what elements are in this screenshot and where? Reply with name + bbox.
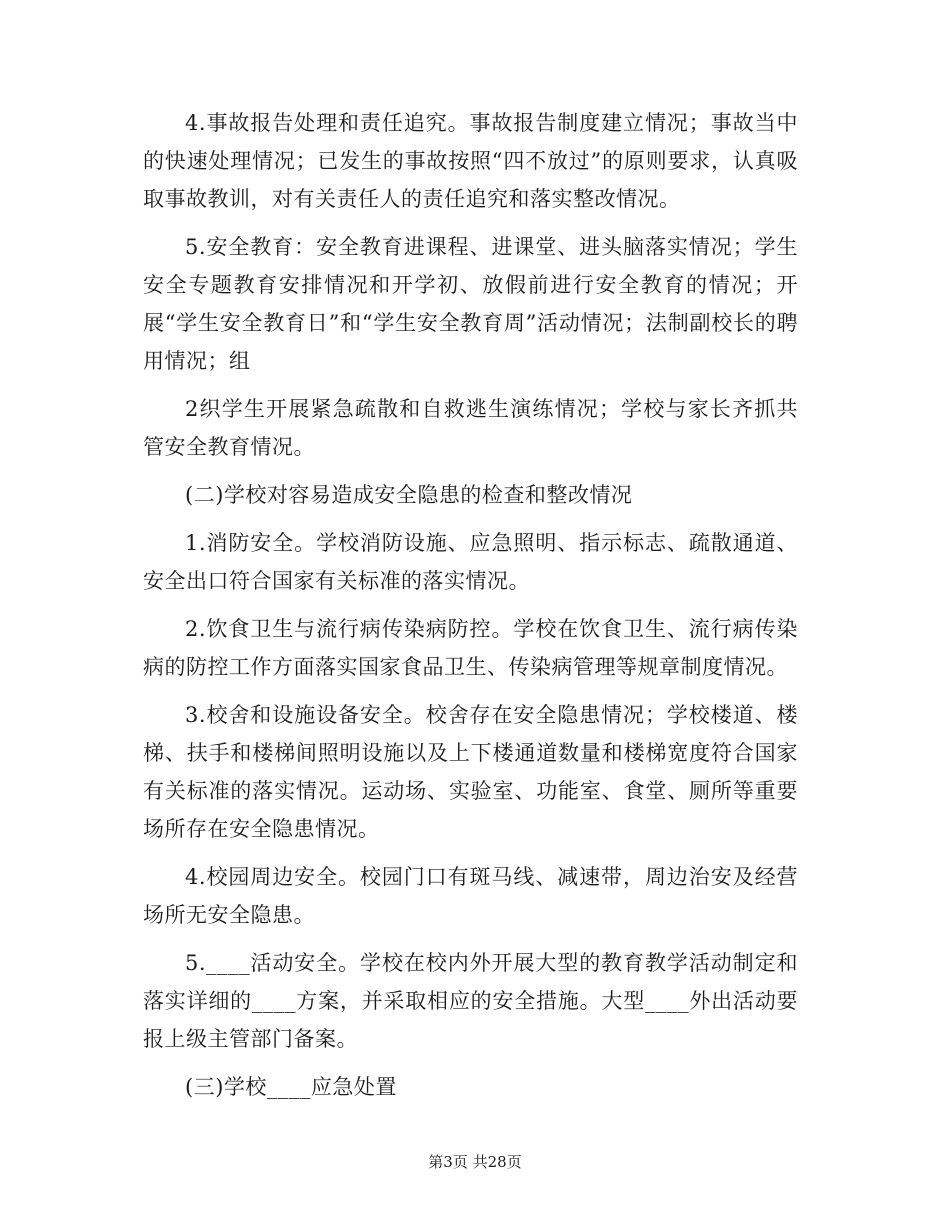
section-heading-hazard-inspection: (二)学校对容易造成安全隐患的检查和整改情况: [185, 483, 633, 507]
paragraph-accident-report: 4.事故报告处理和责任追究。事故报告制度建立情况；事故当中的快速处理情况；已发生的事故按照“四不放过”的原则要求，认真吸取事故教训，对有关责任人的责任追究和落实整改情况。: [143, 111, 798, 211]
paragraph-campus-surroundings: 4.校园周边安全。校园门口有斑马线、减速带，周边治安及经营场所无安全隐患。: [143, 865, 798, 927]
paragraph-fire-safety: 1.消防安全。学校消防设施、应急照明、指示标志、疏散通道、安全出口符合国家有关标准的落实情况。: [143, 531, 798, 593]
paragraph-food-hygiene: 2.饮食卫生与流行病传染病防控。学校在饮食卫生、流行病传染病的防控工作方面落实国家食品卫生、传染病管理等规章制度情况。: [143, 617, 798, 679]
section-heading-emergency-response: (三)学校____应急处置: [185, 1075, 397, 1099]
paragraph-safety-education: 5.安全教育：安全教育进课程、进课堂、进头脑落实情况；学生安全专题教育安排情况和开学初、放假前进行安全教育的情况；开展“学生安全教育日”和“学生安全教育周”活动情况；法制副校长的聘用情况；组: [143, 235, 798, 373]
paragraph-evacuation-drill: 2织学生开展紧急疏散和自救逃生演练情况；学校与家长齐抓共管安全教育情况。: [143, 397, 798, 459]
document-body: [143, 104, 798, 1106]
paragraph-building-safety: 3.校舍和设施设备安全。校舍存在安全隐患情况；学校楼道、楼梯、扶手和楼梯间照明设施以及上下楼通道数量和楼梯宽度符合国家有关标准的落实情况。运动场、实验室、功能室、食堂、厕所等重要场所存在安全隐患情况。: [143, 703, 798, 841]
page-number-footer: 第3页 共28页: [428, 1153, 522, 1171]
paragraph-activity-safety: 5.____活动安全。学校在校内外开展大型的教育教学活动制定和落实详细的____方案，并采取相应的安全措施。大型____外出活动要报上级主管部门备案。: [143, 951, 798, 1051]
